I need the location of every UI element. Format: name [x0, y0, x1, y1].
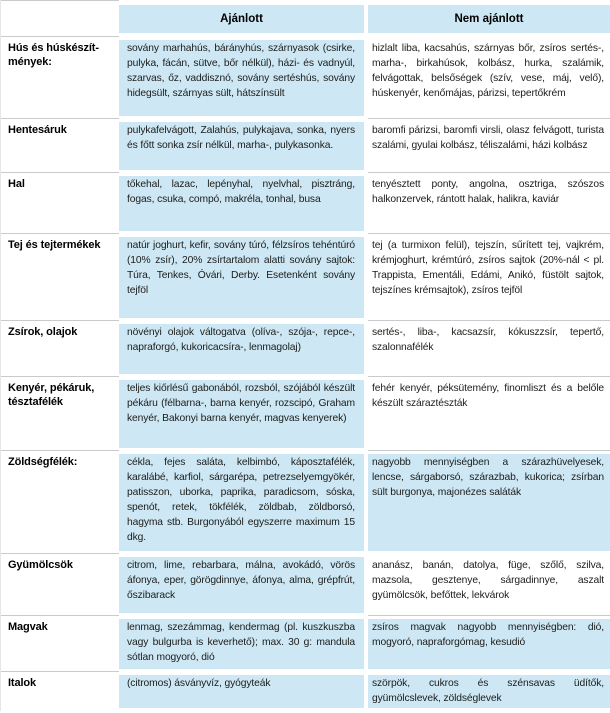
recommended-cell: sovány marhahús, bárányhús, szárnyasok (csirke, pulyka, fácán, sütve, bőr nélkül), házi- és vadnyúl, szarvas, őz, vaddisznó, sovány sertéshús, sovány hidegsült, szárnyas sült, hátszínsült: [119, 37, 364, 119]
recommended-cell: tőkehal, lazac, lepényhal, nyelvhal, pisztráng, fogas, csuka, compó, makréla, tonhal, busa: [119, 173, 364, 234]
not-recommended-cell: tej (a turmixon felül), tejszín, sűrített tej, vajkrém, krémjoghurt, krémtúró, zsíros sajtok (20%-nál < pl. Trappista, Ementáli, Edámi, Anikó, füstölt sajtok, tejszínes krémsajtok), zsíros tejföl: [368, 234, 610, 321]
not-recommended-cell: szörpök, cukros és szénsavas üdítők, gyümölcslevek, zöldséglevek: [368, 672, 610, 711]
table-row-vegetables: [1, 451, 610, 554]
not-recommended-cell: ananász, banán, datolya, füge, szőlő, szilva, mazsola, gesztenye, sárgadinnye, aszalt gyümölcsök, befőttek, lekvárok: [368, 554, 610, 616]
category-cell: Gyümölcsök: [1, 554, 119, 616]
recommended-cell: pulykafelvágott, Zalahús, pulykajava, sonka, nyers és főtt sonka zsír nélkül, marha-, pulykasonka.: [119, 119, 364, 173]
not-recommended-cell: nagyobb mennyiségben a szárazhüvelyesek, lencse, sárgaborsó, szárazbab, kukorica; zsírban sült burgonya, majonézes saláták: [368, 451, 610, 554]
category-cell: Hús és húskészít-mények:: [1, 37, 119, 119]
category-cell: Zsírok, olajok: [1, 321, 119, 377]
not-recommended-cell: sertés-, liba-, kacsazsír, kókuszzsír, tepertő, szalonnafélék: [368, 321, 610, 377]
not-recommended-cell: baromfi párizsi, baromfi virsli, olasz felvágott, turista szalámi, gyulai kolbász, téliszalámi, házi kolbász: [368, 119, 610, 173]
table-row-drinks: [1, 672, 610, 711]
table-row-seeds: [1, 616, 610, 672]
table-row-butcher: [1, 119, 610, 173]
recommended-cell: (citromos) ásványvíz, gyógyteák: [119, 672, 364, 711]
recommended-cell: cékla, fejes saláta, kelbimbó, káposztafélék, karalábé, karfiol, sárgarépa, petrezselyemgyökér, patisszon, uborka, paprika, paradicsom, sóska, spenót, retek, tökfélék, zöldbab, zöldborsó, hagyma stb. Burgonyából egyszerre maximum 15 dkg.: [119, 451, 364, 554]
table-row-bread: [1, 377, 610, 451]
recommended-cell: natúr joghurt, kefir, sovány túró, félzsíros tehéntúró (10% zsír), 20% zsírtartalom alatti sovány sajtok: Túra, Tenkes, Óvári, Derby. Esetenként sovány tejföl: [119, 234, 364, 321]
category-cell: Zöldségfélék:: [1, 451, 119, 554]
category-cell: Magvak: [1, 616, 119, 672]
category-cell: Tej és tejtermékek: [1, 234, 119, 321]
table-row-fruits: [1, 554, 610, 616]
recommended-cell: teljes kiőrlésű gabonából, rozsból, szójából készült pékáru (félbarna-, barna kenyér, rozscipó, Graham kenyér, Bakonyi barna kenyér, magvas kenyerek): [119, 377, 364, 451]
category-cell: Kenyér, pékáruk, tésztafélék: [1, 377, 119, 451]
not-recommended-cell: zsíros magvak nagyobb mennyiségben: dió, mogyoró, napraforgómag, kesudió: [368, 616, 610, 672]
not-recommended-cell: hizlalt liba, kacsahús, szárnyas bőr, zsíros sertés-, marha-, birkahúsok, kolbász, hurka, szalámik, felvágottak, belsőségek (szív, vese, máj, velő), húskenyér, kenőmájas, párizsi, tepertőkrém: [368, 37, 610, 119]
header-recommended: Ajánlott: [119, 0, 364, 37]
category-cell: Hentesáruk: [1, 119, 119, 173]
table-header-row: [1, 0, 610, 37]
table-row-fats: [1, 321, 610, 377]
header-category-cell: [1, 0, 119, 37]
table-row-fish: [1, 173, 610, 234]
category-cell: Hal: [1, 173, 119, 234]
recommended-cell: citrom, lime, rebarbara, málna, avokádó, vörös áfonya, eper, görögdinnye, áfonya, alma, grépfrút, őszibarack: [119, 554, 364, 616]
recommended-cell: lenmag, szezámmag, kendermag (pl. kuszkuszba vagy bulgurba is keverhető); max. 30 g: mandula sótlan mogyoró, dió: [119, 616, 364, 672]
recommended-cell: növényi olajok váltogatva (olíva-, szója-, repce-, napraforgó, kukoricacsíra-, lenmagolaj): [119, 321, 364, 377]
header-not-recommended: Nem ajánlott: [368, 0, 610, 37]
not-recommended-cell: tenyésztett ponty, angolna, osztriga, szószos halkonzervek, rántott halak, halikra, kaviár: [368, 173, 610, 234]
not-recommended-cell: fehér kenyér, péksütemény, finomliszt és a belőle készült száraztészták: [368, 377, 610, 451]
table-row-meat: [1, 37, 610, 119]
table-row-dairy: [1, 234, 610, 321]
category-cell: Italok: [1, 672, 119, 711]
